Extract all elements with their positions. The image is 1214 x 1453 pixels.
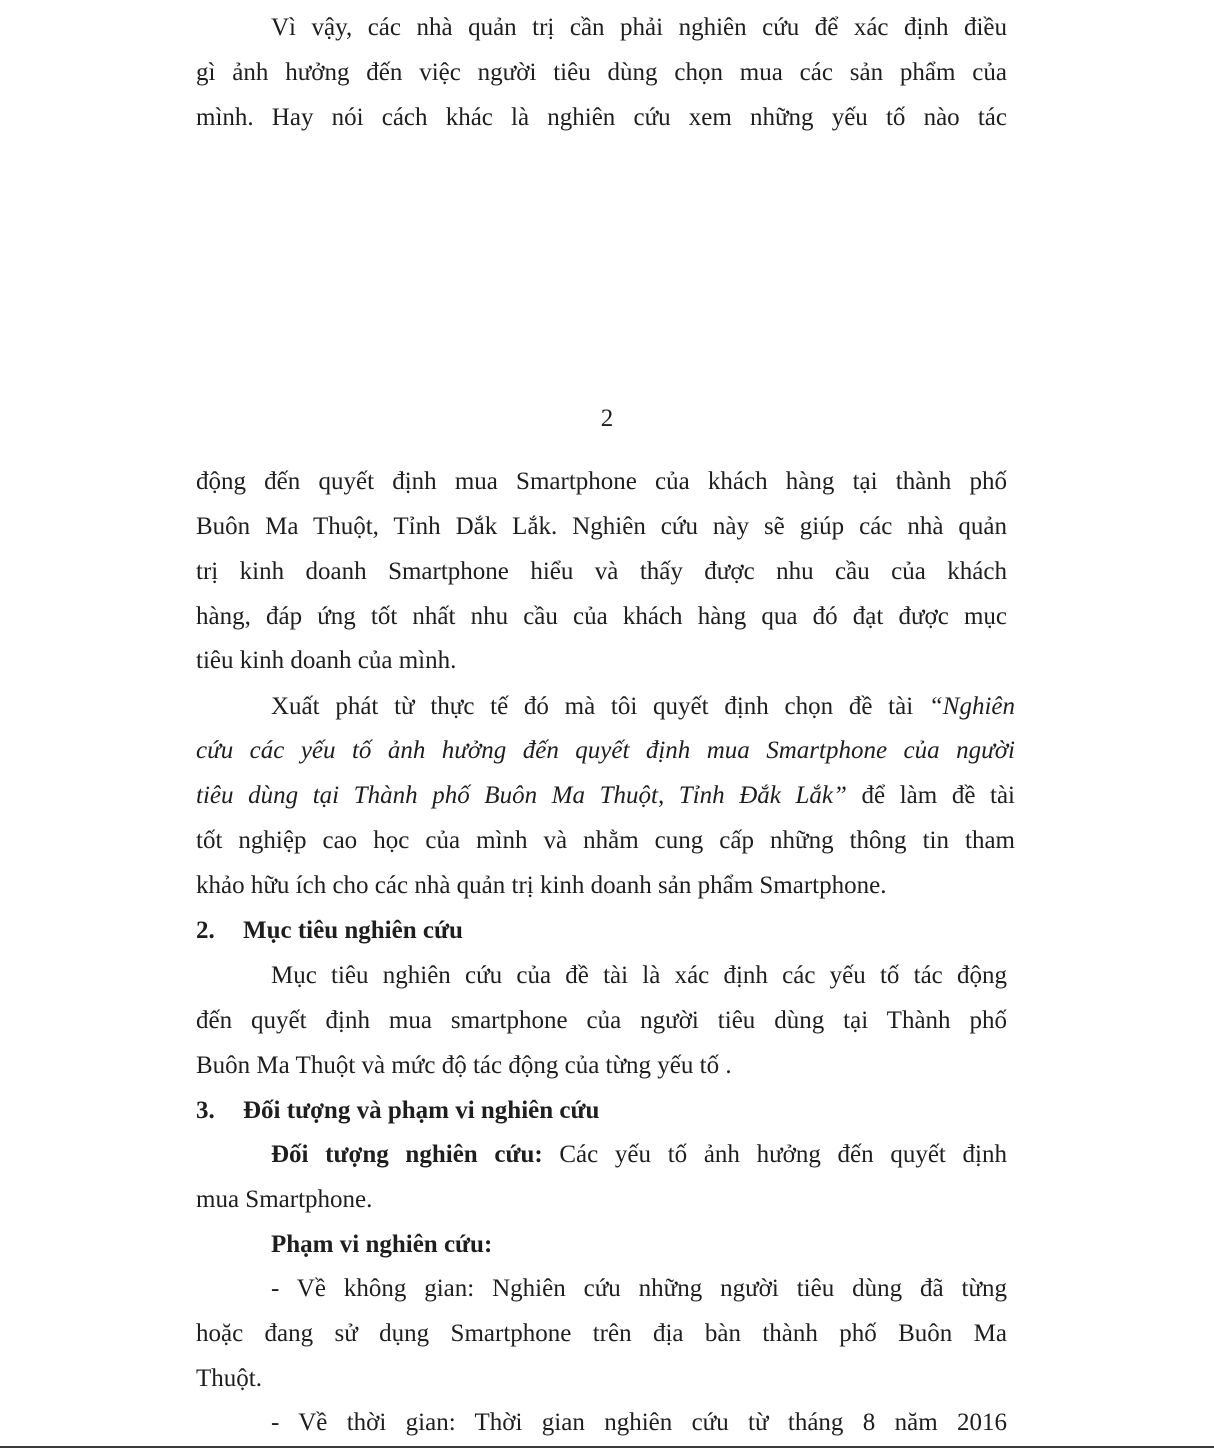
paragraph-line: trị kinh doanh Smartphone hiểu và thấy được nhu cầu của khách xyxy=(196,558,1007,585)
section-title: Mục tiêu nghiên cứu xyxy=(243,917,463,944)
paragraph-line: động đến quyết định mua Smartphone của khách hàng tại thành phố xyxy=(196,468,1007,495)
section-heading xyxy=(196,908,1007,953)
thesis-title: “Nghiên xyxy=(928,693,1015,720)
topic-line: khảo hữu ích cho các nhà quản trị kinh doanh sản phẩm Smartphone. xyxy=(196,872,887,899)
topic-rest: để làm đề tài xyxy=(846,782,1016,809)
topic-lead: Xuất phát từ thực tế đó mà tôi quyết định chọn đề tài xyxy=(271,693,929,720)
list-item: - Về thời gian: Thời gian nghiên cứu từ tháng 8 năm 2016 xyxy=(271,1409,1007,1436)
scope-label: Phạm vi nghiên cứu: xyxy=(271,1231,493,1258)
paragraph-line: đến quyết định mua smartphone của người tiêu dùng tại Thành phố xyxy=(196,1007,1007,1034)
paragraph-line: hàng, đáp ứng tốt nhất nhu cầu của khách hàng qua đó đạt được mục xyxy=(196,603,1007,630)
paragraph-line: gì ảnh hưởng đến việc người tiêu dùng chọn mua các sản phẩm của xyxy=(196,59,1007,86)
paragraph-line: Vì vậy, các nhà quản trị cần phải nghiên cứu để xác định điều xyxy=(271,14,1007,41)
paragraph-line: Mục tiêu nghiên cứu của đề tài là xác định các yếu tố tác động xyxy=(271,962,1007,989)
paragraph-line: mình. Hay nói cách khác là nghiên cứu xem những yếu tố nào tác xyxy=(196,104,1007,131)
paragraph-line: mua Smartphone. xyxy=(196,1186,373,1213)
bottom-rule xyxy=(0,1446,1214,1448)
paragraph-line: tiêu kinh doanh của mình. xyxy=(196,647,457,674)
thesis-title: tiêu dùng tại Thành phố Buôn Ma Thuột, Tỉnh Đắk Lắk” xyxy=(196,782,847,809)
paragraph-line: Thuột. xyxy=(196,1365,262,1392)
topic-line: tốt nghiệp cao học của mình và nhằm cung cấp những thông tin tham xyxy=(196,827,1015,854)
list-item: - Về không gian: Nghiên cứu những người tiêu dùng đã từng xyxy=(271,1275,1007,1302)
section-heading xyxy=(196,1088,1007,1133)
paragraph-line: Buôn Ma Thuột và mức độ tác động của từng yếu tố . xyxy=(196,1052,732,1079)
section-number: 3. xyxy=(196,1097,215,1124)
thesis-title-line: cứu các yếu tố ảnh hưởng đến quyết định mua Smartphone của người xyxy=(196,737,1015,764)
page-number: 2 xyxy=(600,405,614,432)
topic-line xyxy=(271,684,1015,729)
section-number: 2. xyxy=(196,917,215,944)
paragraph-line: hoặc đang sử dụng Smartphone trên địa bàn thành phố Buôn Ma xyxy=(196,1320,1007,1347)
topic-line xyxy=(196,773,1015,818)
paragraph-line xyxy=(271,1132,1007,1177)
paragraph-line: Buôn Ma Thuột, Tỉnh Dắk Lắk. Nghiên cứu này sẽ giúp các nhà quản xyxy=(196,513,1007,540)
section-title: Đối tượng và phạm vi nghiên cứu xyxy=(243,1097,600,1124)
object-label: Đối tượng nghiên cứu: xyxy=(271,1141,543,1168)
object-text: Các yếu tố ảnh hưởng đến quyết định xyxy=(542,1141,1008,1168)
